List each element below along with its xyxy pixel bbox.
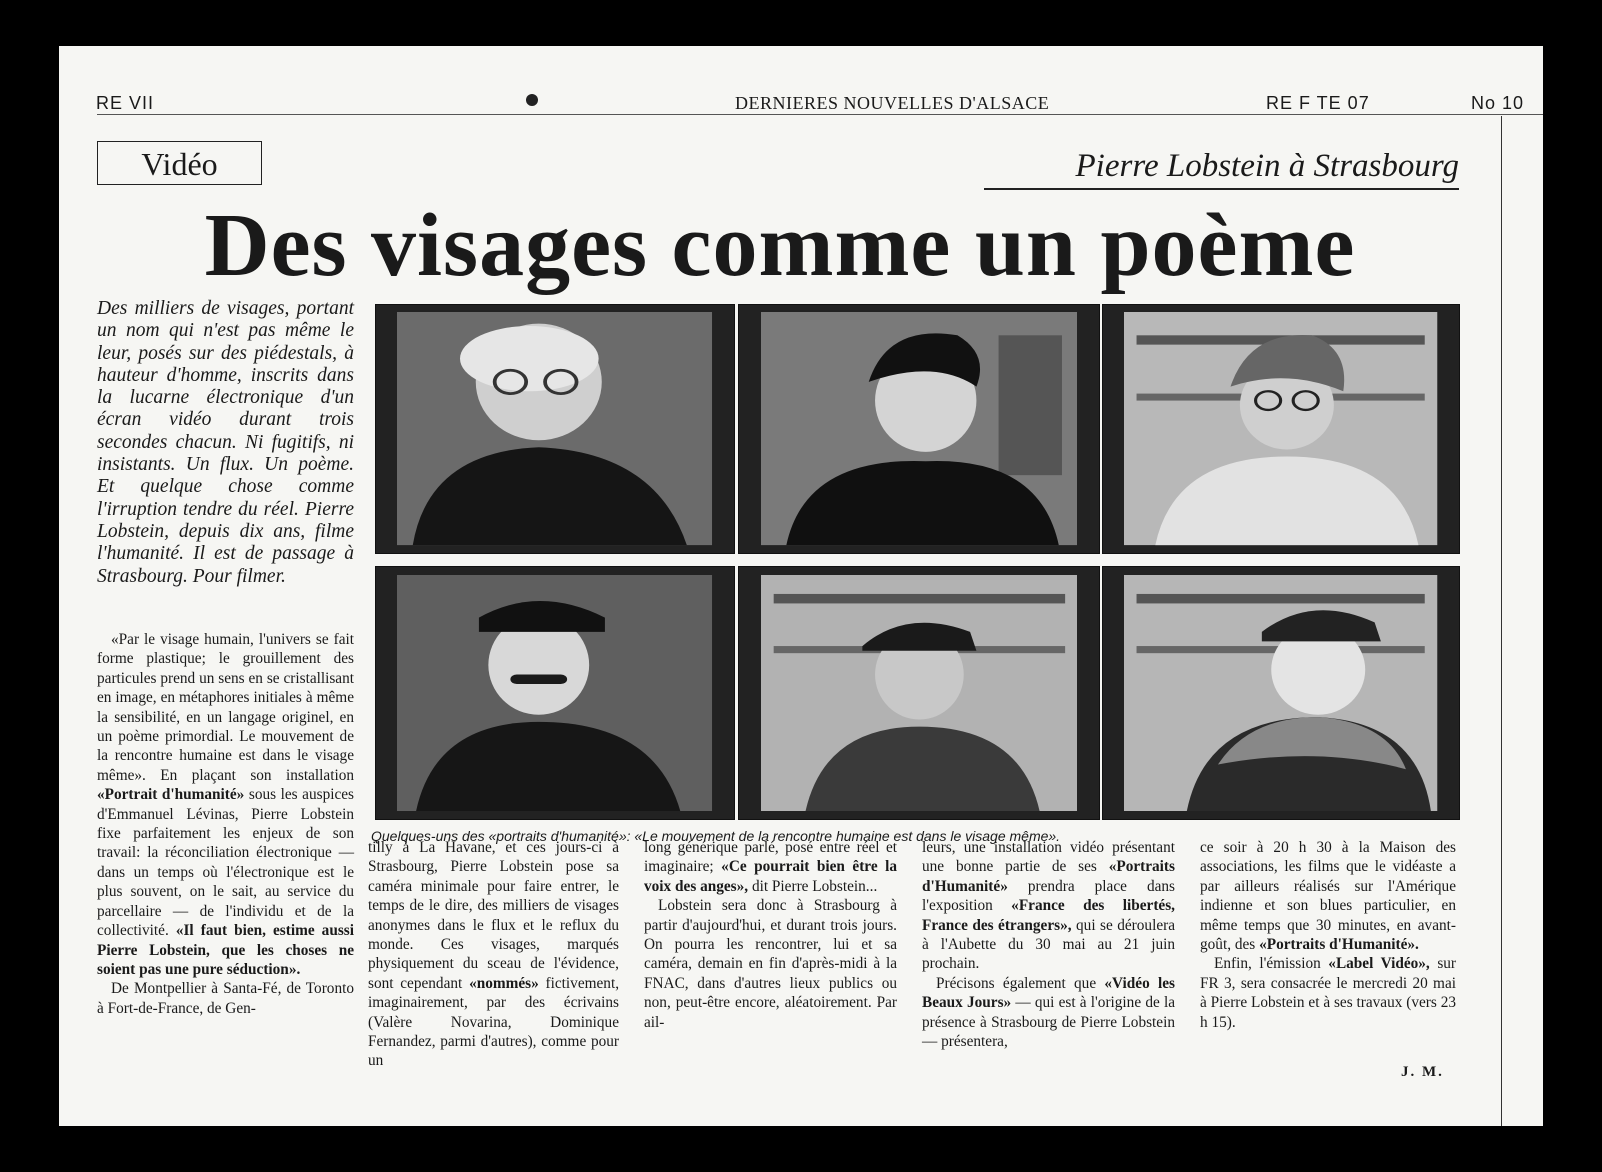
- paragraph: Lobstein sera donc à Strasbourg à partir d'aujourd'hui, et durant trois jours. On pourra les rencontrer, lui et sa caméra, demain en fin d'après-midi à la FNAC, dans d'autres lieux publics ou non, peut-être encore, aléatoirement. Par ail-: [644, 897, 897, 1031]
- text-run: — qui est à l'origine de la présence à Strasbourg de Pierre Lobstein — présentera,: [922, 994, 1175, 1051]
- text-run: sous les auspices d'Emmanuel Lévinas, Pierre Lobstein fixe parfaitement les enjeux de son travail: la réconciliation électronique — dans un temps où l'électronique est le plus souvent, on le sait, au service du parcellaire — de l'individu et de la collectivité.: [97, 786, 354, 940]
- bold-run: «Portraits d'Humanité»: [922, 858, 1175, 895]
- text-run: long générique parlé, posé entre réel et imaginaire;: [644, 839, 897, 876]
- text-run: Enfin, l'émission: [1214, 955, 1321, 973]
- column-5: [1200, 838, 1456, 1032]
- edition-label: RE VII: [96, 93, 155, 113]
- bold-run: «nommés»: [469, 974, 539, 992]
- paragraph: [644, 838, 897, 896]
- text-run: leurs, une installation vidéo présentant une bonne partie de ses: [922, 839, 1175, 876]
- kicker-rule: [984, 188, 1459, 190]
- photo-man-cap: [738, 566, 1100, 820]
- column-4: [922, 838, 1175, 1051]
- bold-run: «Il faut bien, estime aussi Pierre Lobstein, que les choses ne soient pas une pure séduction».: [97, 922, 354, 978]
- column-rule: [1501, 116, 1502, 1126]
- newspaper-page: [59, 46, 1543, 1126]
- paragraph: [97, 630, 354, 979]
- issue-code: RE F TE 07: [1266, 93, 1370, 113]
- text-run: tilly à La Havane, et ces jours-ci à Strasbourg, Pierre Lobstein pose sa caméra minimale pour faire entrer, le temps de le dire, des milliers de visages anonymes dans le flux et le reflux du monde. Ces visages, marqués physiquement du sceau de l'évidence, sont cependant: [368, 839, 619, 992]
- paragraph: De Montpellier à Santa-Fé, de Toronto à Fort-de-France, de Gen-: [97, 980, 354, 1017]
- standfirst: Des milliers de visages, portant un nom qui n'est pas même le leur, posés sur des piédestals, à hauteur d'homme, inscrits dans la lucarne électronique d'un écran vidéo durant trois secondes chacun. Ni fugitifs, ni insistants. Un flux. Un poème. Et quelque chose comme l'irruption tendre du réel. Pierre Lobstein, depuis dix ans, filme l'humanité. Il est de passage à Strasbourg. Pour filmer.: [97, 298, 354, 587]
- bold-run: «Label Vidéo»,: [1328, 955, 1430, 973]
- text-run: sur FR 3, sera consacrée le mercredi 20 mai à Pierre Lobstein et à ses travaux (vers 23 h 15).: [1200, 955, 1457, 1031]
- photo-woman-hat: [1102, 304, 1460, 554]
- text-run: ce soir à 20 h 30 à la Maison des associations, les films que le vidéaste a par ailleurs réalisés sur l'Amérique indienne et son blues particulier, en même temps que 30 minutes, en avant-goût, des: [1200, 839, 1456, 954]
- header-rule: [97, 114, 1543, 115]
- photo-woman-glasses: [375, 304, 735, 554]
- paragraph: [922, 974, 1175, 1052]
- photo-policeman: [375, 566, 735, 820]
- newspaper-name: DERNIERES NOUVELLES D'ALSACE: [735, 93, 1050, 113]
- bold-run: «Portraits d'Humanité».: [1259, 936, 1419, 954]
- rubric-box: Vidéo: [97, 141, 262, 185]
- bold-run: «Ce pourrait bien être la voix des anges»,: [644, 858, 898, 895]
- column-2: [368, 838, 619, 1071]
- paragraph: [922, 838, 1175, 974]
- photo-old-man: [1102, 566, 1460, 820]
- paragraph: [1200, 954, 1456, 1032]
- column-1: [97, 630, 354, 1018]
- page-number: No 10: [1471, 93, 1525, 113]
- text-run: Précisons également que: [936, 974, 1097, 992]
- text-run: qui se déroulera à l'Aubette du 30 mai au 21 juin prochain.: [922, 916, 1175, 973]
- text-run: prendra place dans l'exposition: [922, 877, 1175, 915]
- text-run: fictivement, imaginairement, par des écrivains (Valère Novarina, Dominique Fernandez, parmi d'autres), comme pour un: [368, 974, 620, 1070]
- kicker: Pierre Lobstein à Strasbourg: [1075, 148, 1459, 184]
- bold-run: «France des libertés, France des étrangers»,: [922, 897, 1176, 934]
- text-run: «Par le visage humain, l'univers se fait forme plastique; le grouillement des particules prend un sens en se cristallisant en image, en métaphores initiales à même la sensibilité, en un langage originel, en un poème primordial. Le mouvement de la rencontre humaine est dans le visage même». En plaçant son installation: [97, 631, 354, 784]
- text-run: dit Pierre Lobstein...: [751, 877, 878, 895]
- author-signature: J. M.: [1401, 1064, 1444, 1080]
- bold-run: «Vidéo les Beaux Jours»: [922, 974, 1175, 1012]
- paragraph: [368, 838, 619, 1071]
- paragraph: [1200, 838, 1456, 954]
- headline: Des visages comme un poème: [204, 196, 1356, 295]
- bold-run: «Portrait d'humanité»: [97, 786, 245, 804]
- header-dot: [526, 94, 538, 106]
- photo-young-man: [738, 304, 1100, 554]
- column-3: [644, 838, 897, 1032]
- photo-caption: Quelques-uns des «portraits d'humanité»: «Le mouvement de la rencontre humaine est dans le visage même».: [371, 828, 1061, 844]
